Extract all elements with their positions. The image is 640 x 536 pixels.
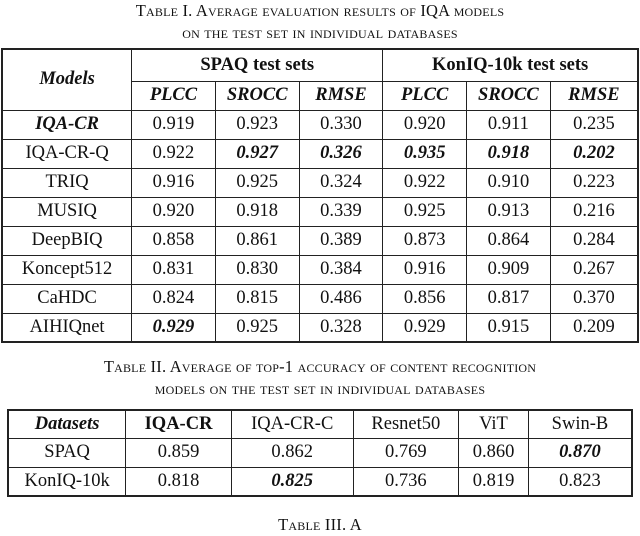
table1-metric: SROCC	[215, 81, 299, 110]
table1-cell: 0.923	[215, 110, 299, 139]
table2	[7, 409, 633, 497]
table1-cell: 0.330	[299, 110, 383, 139]
table2-header: Swin-B	[528, 410, 632, 439]
table1-cell: 0.920	[383, 110, 467, 139]
table1-model-name: CaHDC	[2, 284, 132, 313]
table1-cell: 0.927	[215, 139, 299, 168]
table1-cell: 0.209	[550, 313, 638, 342]
table1-cell: 0.815	[215, 284, 299, 313]
table1-cell: 0.370	[550, 284, 638, 313]
table1-model-name: TRIQ	[2, 168, 132, 197]
table1-cell: 0.916	[383, 255, 467, 284]
table1-cell: 0.328	[299, 313, 383, 342]
table1-row	[2, 110, 638, 139]
table2-cell: 0.823	[528, 467, 632, 496]
table1-metric: PLCC	[383, 81, 467, 110]
table1-model-name: Koncept512	[2, 255, 132, 284]
table2-cell: 0.769	[353, 439, 459, 468]
table1-cell: 0.216	[550, 197, 638, 226]
table1-cell: 0.910	[466, 168, 550, 197]
table1-cell: 0.918	[215, 197, 299, 226]
table1-cell: 0.326	[299, 139, 383, 168]
table1-cell: 0.919	[132, 110, 216, 139]
table2-header: Resnet50	[353, 410, 459, 439]
table1-cell: 0.922	[383, 168, 467, 197]
table2-cell: 0.862	[231, 439, 353, 468]
table3-caption-partial: Table III. A	[278, 515, 362, 534]
table2-cell: 0.870	[528, 439, 632, 468]
table1-cell: 0.861	[215, 226, 299, 255]
table1-row	[2, 168, 638, 197]
table1-cell: 0.202	[550, 139, 638, 168]
table1-row	[2, 197, 638, 226]
table1-model-name: MUSIQ	[2, 197, 132, 226]
table1-cell: 0.913	[466, 197, 550, 226]
table1-cell: 0.915	[466, 313, 550, 342]
table1-cell: 0.235	[550, 110, 638, 139]
table1-cell: 0.922	[132, 139, 216, 168]
table1-metric: RMSE	[299, 81, 383, 110]
table1-caption	[0, 0, 640, 44]
table2-row	[8, 439, 632, 468]
table2-header: Datasets	[8, 410, 126, 439]
table1-row	[2, 284, 638, 313]
table1-cell: 0.831	[132, 255, 216, 284]
table1-cell: 0.486	[299, 284, 383, 313]
table1-metric: RMSE	[550, 81, 638, 110]
table1-cell: 0.284	[550, 226, 638, 255]
table1-cell: 0.339	[299, 197, 383, 226]
table2-header-row	[8, 410, 632, 439]
table1-caption-line2: on the test set in individual databases	[182, 23, 458, 42]
table2-cell: 0.819	[459, 467, 529, 496]
table2-header: ViT	[459, 410, 529, 439]
table2-cell: 0.860	[459, 439, 529, 468]
table1-header-row-1	[2, 49, 638, 81]
table2-cell: 0.736	[353, 467, 459, 496]
table1-metric: SROCC	[466, 81, 550, 110]
table1-model-name: AIHIQnet	[2, 313, 132, 342]
table1-row	[2, 139, 638, 168]
table1-cell: 0.929	[383, 313, 467, 342]
table1-cell: 0.384	[299, 255, 383, 284]
table1-cell: 0.223	[550, 168, 638, 197]
table1-models-header: Models	[2, 49, 132, 110]
table1-row	[2, 255, 638, 284]
table2-cell: 0.859	[126, 439, 232, 468]
table1-cell: 0.909	[466, 255, 550, 284]
table1-cell: 0.920	[132, 197, 216, 226]
table2-dataset: SPAQ	[8, 439, 126, 468]
table1-metric: PLCC	[132, 81, 216, 110]
table1-cell: 0.916	[132, 168, 216, 197]
table2-cell: 0.818	[126, 467, 232, 496]
table1-cell: 0.925	[215, 313, 299, 342]
table1-cell: 0.918	[466, 139, 550, 168]
table2-row	[8, 467, 632, 496]
table1-cell: 0.925	[215, 168, 299, 197]
table1-model-name: IQA-CR-Q	[2, 139, 132, 168]
table1-cell: 0.911	[466, 110, 550, 139]
table1-cell: 0.830	[215, 255, 299, 284]
table2-header: IQA-CR-C	[231, 410, 353, 439]
table1-model-name: IQA-CR	[2, 110, 132, 139]
table1-cell: 0.824	[132, 284, 216, 313]
table2-caption-line2: models on the test set in individual databases	[154, 379, 486, 398]
table1-row	[2, 226, 638, 255]
table2-caption	[0, 356, 640, 400]
table1-cell: 0.267	[550, 255, 638, 284]
table2-caption-line1: Table II. Average of top-1 accuracy of content recognition	[103, 357, 537, 376]
table2-header: IQA-CR	[126, 410, 232, 439]
table1-cell: 0.873	[383, 226, 467, 255]
table1-cell: 0.864	[466, 226, 550, 255]
table1-cell: 0.817	[466, 284, 550, 313]
table1-model-name: DeepBIQ	[2, 226, 132, 255]
table1	[1, 48, 639, 343]
table1-group-koniq: KonIQ-10k test sets	[383, 49, 638, 81]
table1-cell: 0.856	[383, 284, 467, 313]
table1-cell: 0.925	[383, 197, 467, 226]
table1-cell: 0.389	[299, 226, 383, 255]
table1-cell: 0.324	[299, 168, 383, 197]
table2-cell: 0.825	[231, 467, 353, 496]
table1-cell: 0.929	[132, 313, 216, 342]
table1-group-spaq: SPAQ test sets	[132, 49, 383, 81]
table2-dataset: KonIQ-10k	[8, 467, 126, 496]
table1-cell: 0.935	[383, 139, 467, 168]
table1-row	[2, 313, 638, 342]
table1-cell: 0.858	[132, 226, 216, 255]
table1-caption-line1: Table I. Average evaluation results of IQA models	[135, 1, 505, 20]
